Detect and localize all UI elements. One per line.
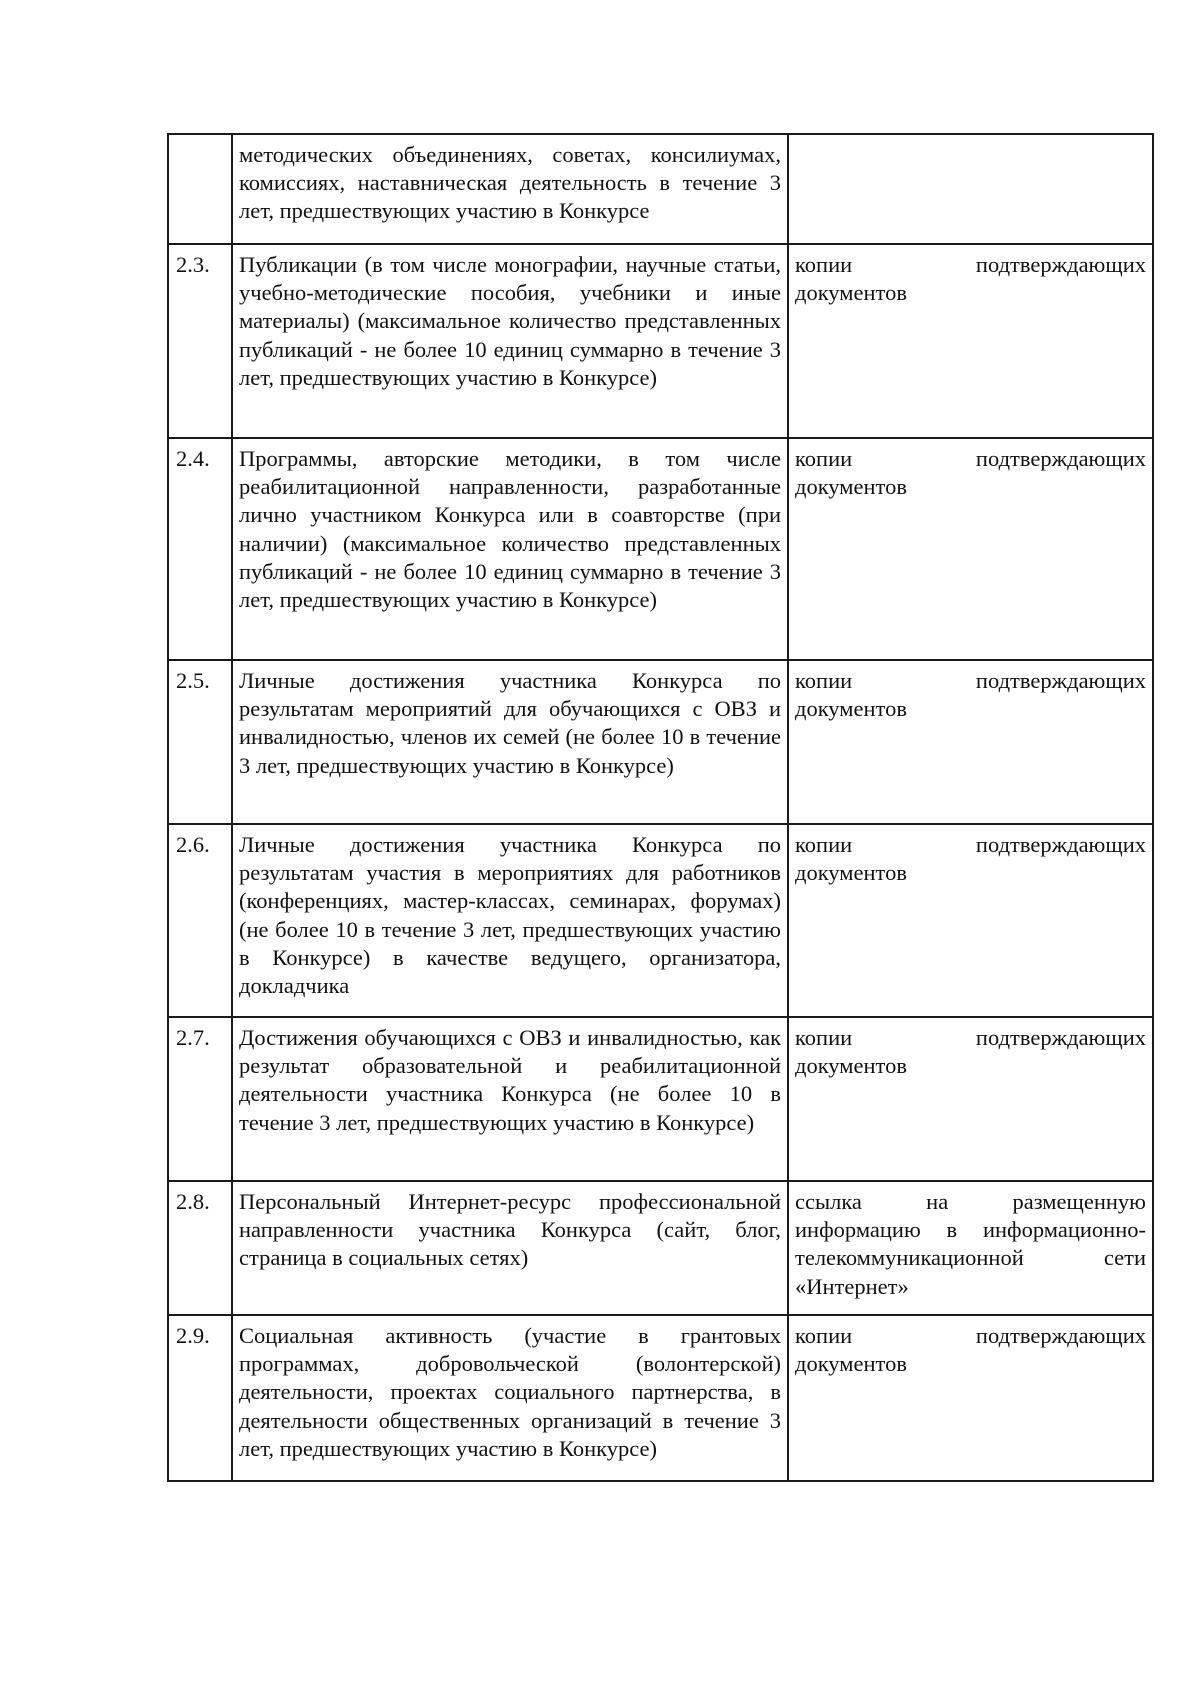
doc-line: документов (795, 1351, 907, 1377)
doc-line: копии подтверждающих (795, 1025, 1146, 1050)
row-number: 2.9. (168, 1315, 232, 1481)
doc-line: документов (795, 280, 907, 306)
doc-line: документов (795, 860, 907, 886)
criterion-description: Личные достижения участника Конкурса по результатам мероприятий для обучающихся с ОВЗ и инвалидностью, членов их семей (не более 10 в течение 3 лет, предшествующих участию в Конкурсе) (232, 660, 788, 824)
row-number: 2.4. (168, 438, 232, 660)
required-documents (788, 438, 1153, 660)
criterion-description: Социальная активность (участие в грантовых программах, добровольческой (волонтерской) деятельности, проектах социального партнерства, в деятельности общественных организаций в течение 3 лет, предшествующих участию в Конкурсе) (232, 1315, 788, 1481)
required-documents (788, 1315, 1153, 1481)
table-row (168, 1017, 1153, 1181)
row-number: 2.8. (168, 1181, 232, 1315)
required-documents (788, 1181, 1153, 1315)
row-number: 2.5. (168, 660, 232, 824)
table-row (168, 1181, 1153, 1315)
row-number: 2.3. (168, 244, 232, 438)
doc-line: документов (795, 474, 907, 500)
required-documents (788, 660, 1153, 824)
criterion-description: Личные достижения участника Конкурса по результатам участия в мероприятиях для работников (конференциях, мастер-классах, семинарах, форумах) (не более 10 в течение 3 лет, предшествующих участию в Конкурсе) в качестве ведущего, организатора, докладчика (232, 824, 788, 1017)
doc-line: копии подтверждающих (795, 252, 1146, 277)
required-documents (788, 1017, 1153, 1181)
table-row (168, 824, 1153, 1017)
row-number: 2.7. (168, 1017, 232, 1181)
criterion-description: Достижения обучающихся с ОВЗ и инвалидностью, как результат образовательной и реабилитационной деятельности участника Конкурса (не более 10 в течение 3 лет, предшествующих участию в Конкурсе) (232, 1017, 788, 1181)
doc-line: «Интернет» (795, 1273, 909, 1299)
doc-line: копии подтверждающих (795, 668, 1146, 693)
table-row (168, 134, 1153, 244)
doc-line: копии подтверждающих (795, 1323, 1146, 1348)
table-row (168, 438, 1153, 660)
doc-line: копии подтверждающих (795, 446, 1146, 471)
criterion-description: Программы, авторские методики, в том числе реабилитационной направленности, разработанные лично участником Конкурса или в соавторстве (при наличии) (максимальное количество представленных публикаций - не более 10 единиц суммарно в течение 3 лет, предшествующих участию в Конкурсе) (232, 438, 788, 660)
table-row (168, 244, 1153, 438)
table-row (168, 1315, 1153, 1481)
doc-line: телекоммуникационной сети (795, 1245, 1146, 1271)
criterion-description: Персональный Интернет-ресурс профессиональной направленности участника Конкурса (сайт, блог, страница в социальных сетях) (232, 1181, 788, 1315)
doc-line: документов (795, 1053, 907, 1079)
table-row (168, 660, 1153, 824)
required-documents (788, 134, 1153, 244)
row-number: 2.6. (168, 824, 232, 1017)
criterion-description: Публикации (в том числе монографии, научные статьи, учебно-методические пособия, учебники и иные материалы) (максимальное количество представленных публикаций - не более 10 единиц суммарно в течение 3 лет, предшествующих участию в Конкурсе) (232, 244, 788, 438)
doc-line: копии подтверждающих (795, 832, 1146, 857)
row-number (168, 134, 232, 244)
doc-line: ссылка на размещенную (795, 1189, 1146, 1214)
doc-line: информацию в информационно- (795, 1217, 1146, 1243)
doc-line: документов (795, 696, 907, 722)
required-documents (788, 824, 1153, 1017)
criteria-table (167, 133, 1154, 1482)
criterion-description: методических объединениях, советах, консилиумах, комиссиях, наставническая деятельность в течение 3 лет, предшествующих участию в Конкурсе (232, 134, 788, 244)
required-documents (788, 244, 1153, 438)
